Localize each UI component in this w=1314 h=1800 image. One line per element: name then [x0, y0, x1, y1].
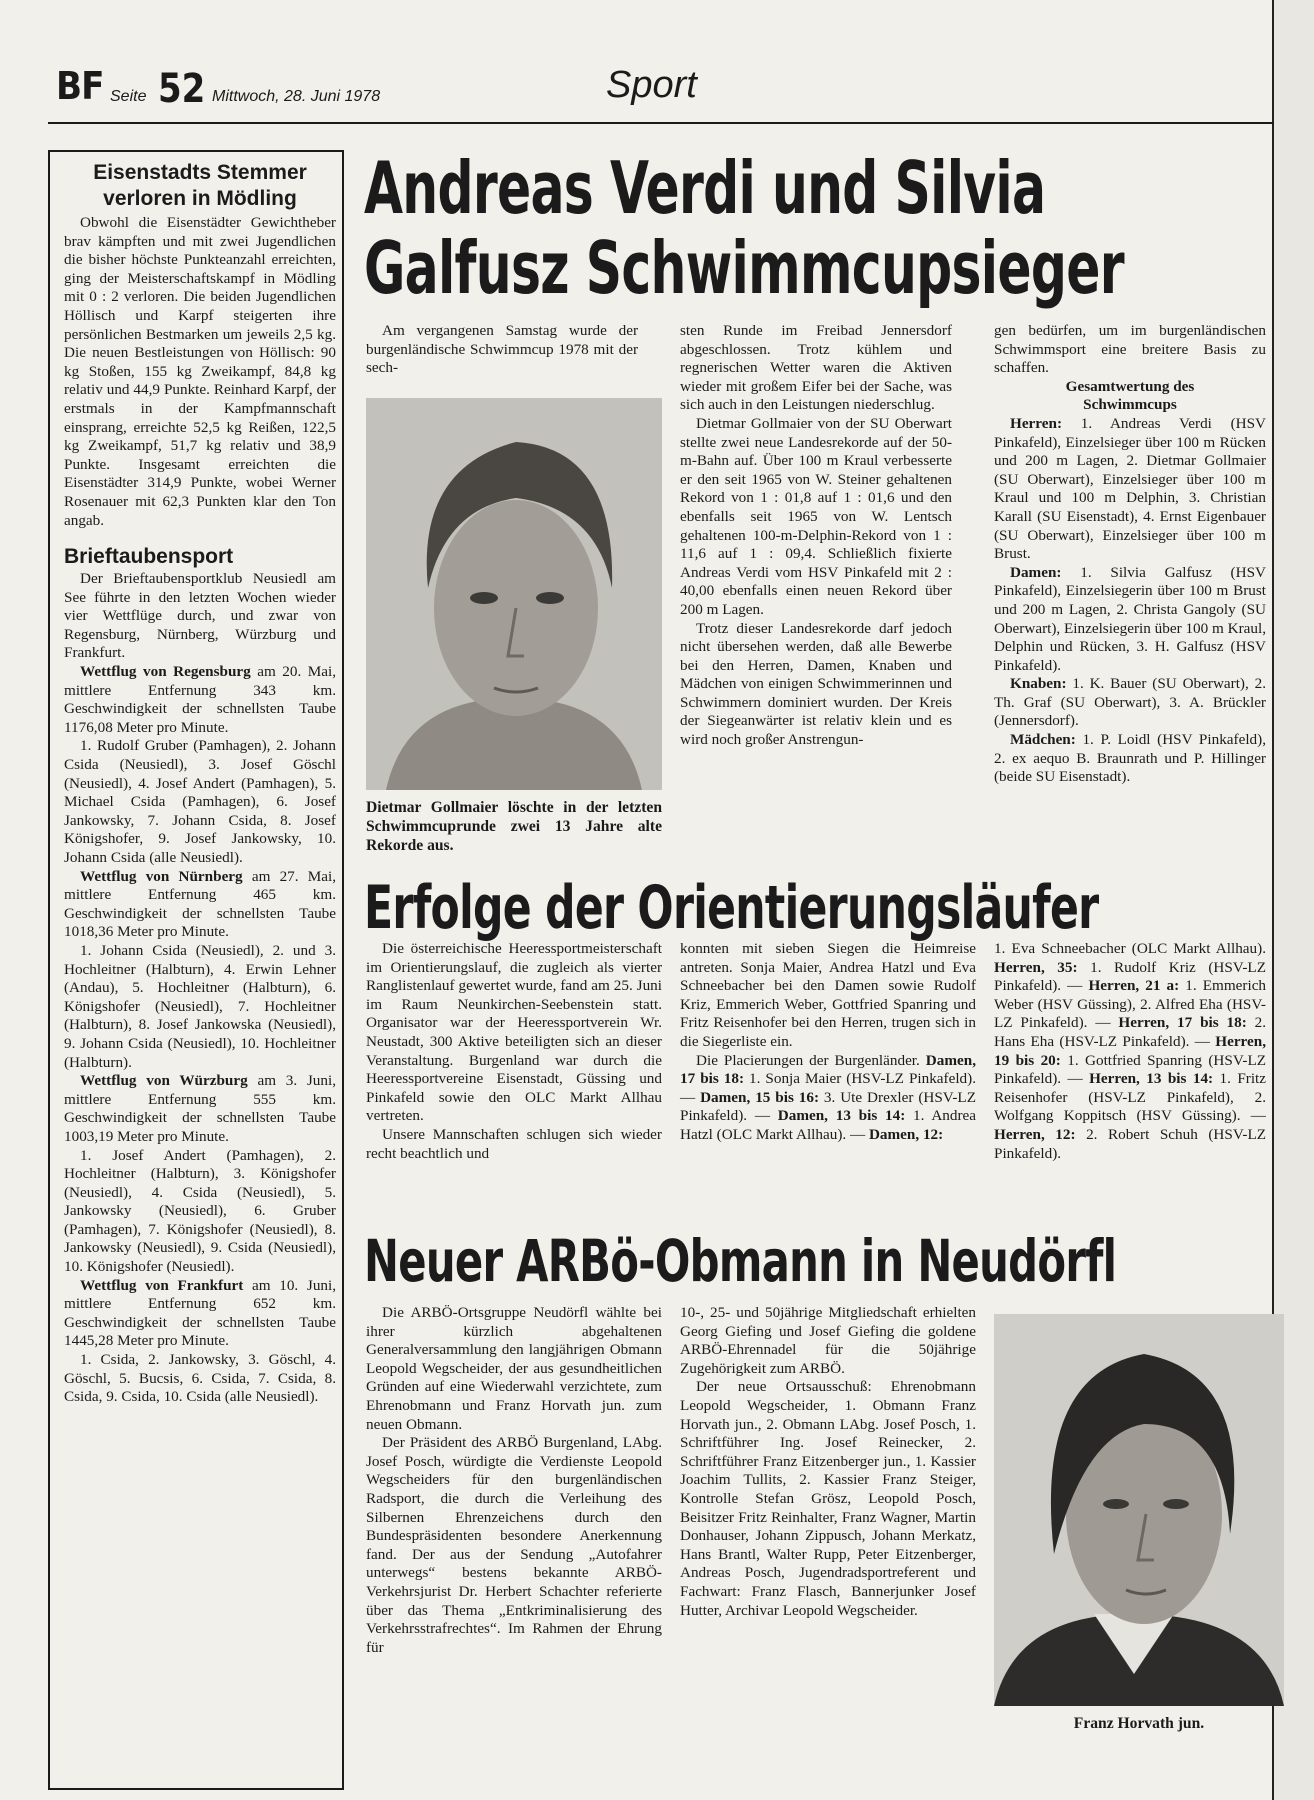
standings-title-1: Gesamtwertung des	[1065, 377, 1195, 395]
horvath-caption: Franz Horvath jun.	[1073, 1715, 1205, 1732]
sidebar-title-pigeons: Brieftaubensport	[64, 545, 234, 569]
flight-frankfurt-results: 1. Csida, 2. Jankowsky, 3. Göschl, 4. Göschl, 5. Bucsis, 6. Csida, 7. Csida, 8. Csida, 9. Csida, 10. Csida (alle Neusiedl).	[64, 1351, 336, 1406]
swim-col3: gen bedürfen, um im burgenländischen Schwimmsport eine breitere Basis zu schaffen. Gesamtwertung des Schwimmcups Herren: 1. Andreas Verdi (HSV Pinkafeld), Einzelsieger über 100 m Rücken und 200 m Lagen, 2. Dietmar Gollmaier (SU Oberwart), Einzelsieger über 100 m Kraul und 100 m Delphin, 3. Christian Karall (SU Eisenstadt), 4. Ernst Eigenbauer (SU Oberwart), Einzelsieger über 100 m Brust. Damen: 1. Silvia Galfusz (HSV Pinkafeld), Einzelsiegerin über 100 m Brust und 200 m Lagen, 2. Christa Gangoly (SU Oberwart), Einzelsiegerin über 100 m Kraul, Delphin und Rücken, 3. H. Galfusz (HSV Pinkafeld). Knaben: 1. K. Bauer (SU Oberwart), 2. Th. Graf (SU Oberwart), 3. A. Brückler (Jennersdorf). Mädchen: 1. P. Loidl (HSV Pinkafeld), 2. ex aequo B. Braunrath und P. Hillinger (beide SU Eisenstadt).	[994, 322, 1267, 786]
orienteering-col3: 1. Eva Schneebacher (OLC Markt Allhau). Herren, 35: 1. Rudolf Kriz (HSV-LZ Pinkafeld). — Herren, 21 a: 1. Emmerich Weber (HSV Güssing), 2. Alfred Eha (HSV-LZ Pinkafeld). — Herren, 17 bis 18: 2. Hans Eha (HSV-LZ Pinkafeld). — Herren, 19 bis 20: 1. Gottfried Spanring (HSV-LZ Pinkafeld). — Herren, 13 bis 14: 1. Fritz Reisenhofer (HSV-LZ Pinkafeld), 2. Wolfgang Koppitsch (HSV Güssing). — Herren, 12: 2. Robert Schuh (HSV-LZ Pinkafeld).	[994, 940, 1267, 1162]
standings-damen: Damen: 1. Silvia Galfusz (HSV Pinkafeld), Einzelsiegerin über 100 m Brust und 200 m Lagen, 2. Christa Gangoly (SU Oberwart), Einzelsiegerin über 100 m Kraul, Delphin und Rücken, 3. H. Galfusz (HSV Pinkafeld).	[994, 563, 1267, 674]
swim-col2: sten Runde im Freibad Jennersdorf abgeschlossen. Trotz kühlem und regnerischen Wetter waren die Aktiven wieder mit großem Eifer bei der Sache, was sich auch in den Leistungen niederschlug. Dietmar Gollmaier von der SU Oberwart stellte zwei neue Landesrekorde auf der 50-m-Bahn auf. Über 100 m Kraul verbesserte er den seit 1965 von W. Steiner gehaltenen Rekord von 1 : 01,8 auf 1 : 01,6 und den ebenfalls seit 1965 von W. Lentsch gehaltenen 100-m-Delphin-Rekord von 1 : 11,6 auf 1 : 09,4. Schließlich fixierte Andreas Verdi vom HSV Pinkafeld mit 2 : 40,00 ebenfalls einen neuen Rekord über 200 m Lagen. Trotz dieser Landesrekorde darf jedoch nicht übersehen werden, daß alle Bewerbe bei den Herren, Damen, Knaben und Mädchen von einigen Schwimmerinnen und Schwimmern dominiert wurden. Der Kreis der Siegeanwärter ist relativ klein und es wird noch großer Anstrengun-	[680, 322, 952, 749]
orienteering-headline: Erfolge der Orientierungsläufer	[364, 873, 1099, 943]
arboe-headline: Neuer ARBö-Obmann in Neudörfl	[364, 1227, 1117, 1295]
arboe-col2: 10-, 25- und 50jährige Mitgliedschaft erhielten Georg Giefing und Josef Giefing die goldene ARBÖ-Ehrennadel für die 50jährige Zugehörigkeit zum ARBÖ. Der neue Ortsausschuß: Ehrenobmann Leopold Wegscheider, 1. Obmann Franz Horvath jun., 2. Obmann LAbg. Josef Posch, 1. Schriftführer Ing. Josef Reinecker, 2. Schriftführer Franz Eitzenberger jun., 1. Kassier Joachim Tullits, 2. Kassier Franz Steiger, Kontrolle Stefan Grösz, Leopold Posch, Beisitzer Fritz Reinhalter, Franz Wagner, Martin Donhauser, Johann Zippusch, Johann Merkatz, Hans Brantl, Walter Rupp, Peter Eitzenberger, Andreas Posch, Jugendradsportreferent und Fachwart: Franz Flasch, Bannerjunker Josef Hutter, Archivar Leopold Wegscheider.	[680, 1304, 976, 1619]
flight-regensburg: Wettflug von Regensburg am 20. Mai, mittlere Entfernung 343 km. Geschwindigkeit der schnellsten Taube 1176,08 Meter pro Minute.	[64, 663, 336, 736]
portrait-man-image	[994, 1314, 1284, 1706]
masthead-rule	[48, 122, 1274, 124]
standings-herren: Herren: 1. Andreas Verdi (HSV Pinkafeld), Einzelsieger über 100 m Rücken und 200 m Lagen, 2. Dietmar Gollmaier (SU Oberwart), Einzelsieger über 100 m Kraul und 100 m Delphin, 3. Christian Karall (SU Eisenstadt), 4. Ernst Eigenbauer (SU Oberwart), Einzelsieger über 100 m Brust.	[994, 414, 1267, 563]
masthead-logo: BF	[56, 64, 104, 108]
standings-maedchen: Mädchen: 1. P. Loidl (HSV Pinkafeld), 2. ex aequo B. Braunrath und P. Hillinger (beide SU Eisenstadt).	[994, 731, 1266, 786]
sidebar-title-2: verloren in Mödling	[103, 187, 297, 210]
sidebar-body-pigeons: Der Brieftaubensportklub Neusiedl am See führte in den letzten Wochen wieder vier Wettflüge durch, und zwar von Regensburg, Nürnberg, Würzburg und Frankfurt.	[64, 570, 336, 662]
flight-nuernberg: Wettflug von Nürnberg am 27. Mai, mittlere Entfernung 465 km. Geschwindigkeit der schnellsten Taube 1018,36 Meter pro Minute.	[64, 867, 337, 941]
swim-headline-line2: Galfusz Schwimmcupsieger	[364, 226, 1124, 310]
masthead-seite: Seite	[110, 88, 147, 105]
flight-wuerzburg: Wettflug von Würzburg am 3. Juni, mittlere Entfernung 555 km. Geschwindigkeit der schnellsten Taube 1003,19 Meter pro Minute.	[64, 1072, 337, 1145]
orienteering-col2: konnten mit sieben Siegen die Heimreise antreten. Sonja Maier, Andrea Hatzl und Eva Schneebacher bei den Damen sowie Rudolf Kriz, Emmerich Weber, Gottfried Spanring und Fritz Reisenhofer bei den Herren, trugen sich in die Siegerliste ein. Die Placierungen der Burgenländer. Damen, 17 bis 18: 1. Sonja Maier (HSV-LZ Pinkafeld). — Damen, 15 bis 16: 3. Ute Drexler (HSV-LZ Pinkafeld). — Damen, 13 bis 14: 1. Andrea Hatzl (OLC Markt Allhau). — Damen, 12:	[680, 940, 977, 1143]
masthead-section: Sport	[606, 64, 697, 106]
swim-headline-line1: Andreas Verdi und Silvia	[364, 146, 1046, 230]
orienteering-col1: Die österreichische Heeressportmeisterschaft im Orientierungslauf, die zugleich als vierter Ranglistenlauf gewertet wurde, fand am 25. Juni im Raum Neunkirchen-Seebenstein statt. Organisator war der Heeressportverein Wr. Neustadt, 300 Aktive beteiligten sich an dieser Veranstaltung. Burgenland war durch die Heeressportvereine Eisenstadt, Güssing und Pinkafeld sowie den OLC Markt Allhau vertreten. Unsere Mannschaften schlugen sich wieder recht beachtlich und	[366, 940, 662, 1162]
gollmaier-photo	[366, 398, 662, 790]
gollmaier-caption: Dietmar Gollmaier löschte in der letzten Schwimmcuprunde zwei 13 Jahre alte Rekorde aus.	[366, 799, 662, 854]
sidebar-body-weightlifting: Obwohl die Eisenstädter Gewichtheber brav kämpften und mit zwei Jugendlichen die bisher höchste Punkteanzahl erreichten, ging der Meisterschaftskampf in Mödling mit 0 : 2 verloren. Die beiden Jugendlichen Höllisch und Karpf steigerten ihre persönlichen Bestmarken um jeweils 2,5 kg. Die neuen Bestleistungen von Höllisch: 90 kg Stoßen, 155 kg Zweikampf, 84,8 kg relativ und 44,9 Punkte. Reinhard Karpf, der erstmals in der Kampfmannschaft einsprang, erreichte 52,5 kg Reißen, 122,5 kg Zweikampf, 51,7 kg relativ und 38,9 Punkte. Insgesamt erreichten die Eisenstädter 314,9 Punkte, wobei Werner Rosenauer mit 62,3 Punkten klar den Ton angab.	[64, 214, 336, 529]
masthead-date: Mittwoch, 28. Juni 1978	[212, 88, 381, 105]
sidebar-column	[64, 160, 336, 1407]
flight-frankfurt: Wettflug von Frankfurt am 10. Juni, mittlere Entfernung 652 km. Geschwindigkeit der schnellsten Taube 1445,28 Meter pro Minute.	[64, 1276, 337, 1350]
portrait-boy-image	[366, 398, 662, 790]
horvath-photo	[994, 1314, 1284, 1706]
arboe-col1: Die ARBÖ-Ortsgruppe Neudörfl wählte bei ihrer kürzlich abgehaltenen Generalversammlung den langjährigen Obmann Leopold Wegscheider, der aus gesundheitlichen Gründen auf eine Wiederwahl verzichtete, zum Ehrenobmann und Franz Horvath jun. zum neuen Obmann. Der Präsident des ARBÖ Burgenland, LAbg. Josef Posch, würdigte die Verdienste Leopold Wegscheiders für den burgenländischen Radsport, die durch die Verleihung des Silbernen Ehrenzeichens durch den Bundespräsidenten besondere Anerkennung fand. Der aus der Sendung „Autofahrer unterwegs“ bestens bekannte ARBÖ-Verkehrsjurist Dr. Herbert Schachter referierte über das Thema „Entkriminalisierung des Verkehrsstrafrechtes“. Im Rahmen der Ehrung für	[366, 1304, 662, 1656]
flight-nuernberg-results: 1. Johann Csida (Neusiedl), 2. und 3. Hochleitner (Halbturn), 4. Erwin Lehner (Andau), 5. Hochleitner (Halbturn), 6. Königshofer (Neusiedl), 7. Hochleitner (Halbturn), 8. Josef Jankowska (Neusiedl), 9. Johann Csida (Neusiedl), 10. Hochleitner (Halbturn).	[64, 941, 336, 1071]
sidebar-title-1: Eisenstadts Stemmer	[93, 161, 307, 184]
flight-wuerzburg-results: 1. Josef Andert (Pamhagen), 2. Hochleitner (Halbturn), 3. Königshofer (Neusiedl), 4. Csida (Neusiedl), 5. Jankowsky (Neusiedl), 6. Gruber (Pamhagen), 7. Königshofer (Neusiedl), 8. Jankowsky (Neusiedl), 9. Csida (Neusiedl), 10. Königshofer (Neusiedl).	[64, 1146, 336, 1276]
standings-knaben: Knaben: 1. K. Bauer (SU Oberwart), 2. Th. Graf (SU Oberwart), 3. A. Brückler (Jennersdorf).	[994, 675, 1266, 730]
swim-col1-intro: Am vergangenen Samstag wurde der burgenländische Schwimmcup 1978 mit der sech-	[366, 322, 638, 377]
standings-title-2: Schwimmcups	[1083, 396, 1177, 414]
flight-regensburg-results: 1. Rudolf Gruber (Pamhagen), 2. Johann Csida (Neusiedl), 3. Josef Göschl (Neusiedl), 4. Josef Andert (Pamhagen), 5. Michael Csida (Pamhagen), 6. Josef Jankowsky, 7. Johann Csida, 8. Josef Königshofer, 9. Josef Jankowsky, 10. Johann Csida (alle Neusiedl).	[64, 737, 336, 866]
masthead-page-number: 52	[158, 66, 206, 112]
